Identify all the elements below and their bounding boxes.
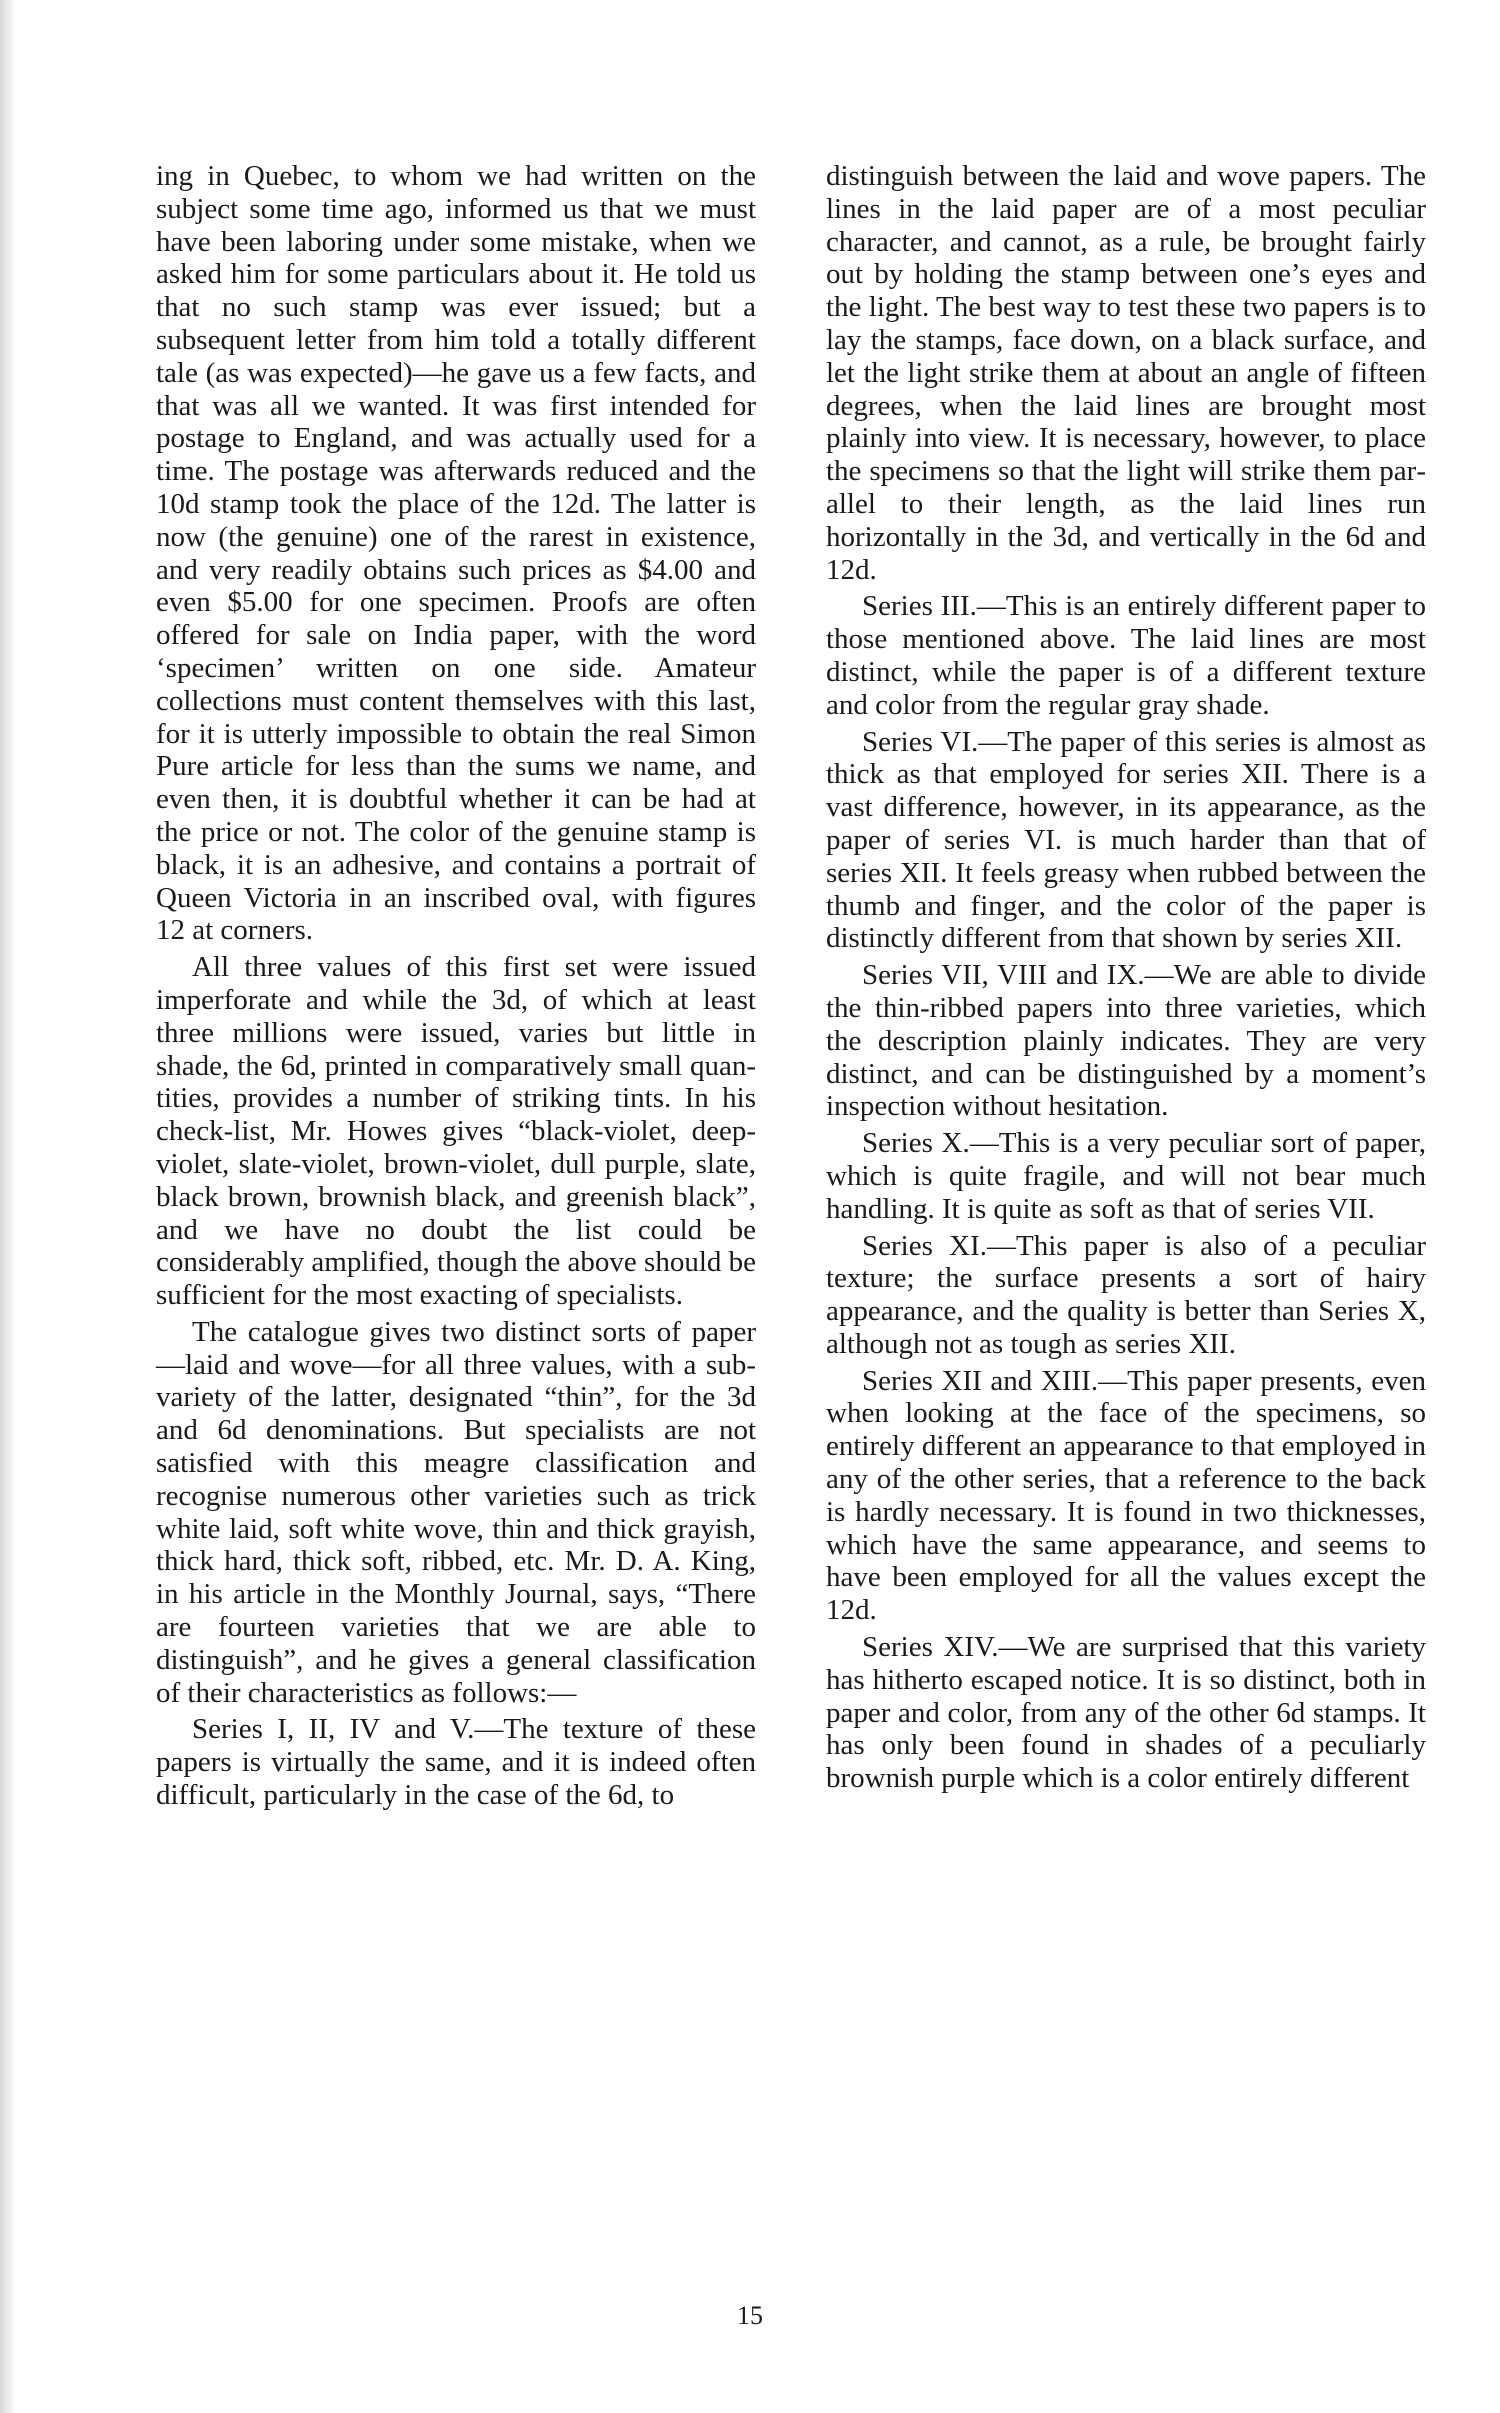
- paragraph: Series XI.—This paper is also of a peculiar texture; the surface presents a sort of hairy appearance, and the quality is better than Series X, although not as tough as series XII.: [826, 1229, 1426, 1360]
- paragraph: Series VII, VIII and IX.—We are able to divide the thin-ribbed papers into three varieties, which the description plainly indicates. They are very distinct, and can be distinguished by a moment’s inspection without hesitation.: [826, 959, 1426, 1123]
- paragraph: Series X.—This is a very peculiar sort of paper, which is quite fragile, and will not bear much handling. It is quite as soft as that of series VII.: [826, 1127, 1426, 1225]
- left-column: [156, 160, 756, 1816]
- right-column: [826, 160, 1426, 1799]
- paragraph: Series III.—This is an entirely different paper to those mentioned above. The laid lines are most distinct, while the paper is of a different texture and color from the regular gray shade.: [826, 590, 1426, 721]
- paragraph: ing in Quebec, to whom we had written on the subject some time ago, informed us that we must have been laboring under some mistake, when we asked him for some particulars about it. He told us that no such stamp was ever issued; but a subsequent letter from him told a totally different tale (as was expected)—he gave us a few facts, and that was all we wanted. It was first intended for postage to England, and was actually used for a time. The postage was afterwards reduced and the 10d stamp took the place of the 12d. The latter is now (the genuine) one of the rarest in existence, and very readily obtains such prices as $4.00 and even $5.00 for one specimen. Proofs are often offered for sale on India paper, with the word ‘specimen’ written on one side. Amateur collections must content themselves with this last, for it is utterly impossible to obtain the real Simon Pure article for less than the sums we name, and even then, it is doubtful whether it can be had at the price or not. The color of the genuine stamp is black, it is an adhesive, and contains a portrait of Queen Victoria in an inscribed oval, with figures 12 at corners.: [156, 160, 756, 947]
- paragraph: Series I, II, IV and V.—The texture of these papers is virtually the same, and it is indeed often difficult, particularly in the case of the 6d, to: [156, 1713, 756, 1812]
- paragraph: Series VI.—The paper of this series is almost as thick as that employed for series XII. There is a vast difference, however, in its appearance, as the paper of series VI. is much harder than that of series XII. It feels greasy when rubbed between the thumb and finger, and the color of the paper is distinctly different from that shown by series XII.: [826, 725, 1426, 955]
- paragraph: Series XIV.—We are surprised that this variety has hitherto escaped notice. It is so distinct, both in paper and color, from any of the other 6d stamps. It has only been found in shades of a peculiarly brownish purple which is a color entirely different: [826, 1631, 1426, 1795]
- paragraph: Series XII and XIII.—This paper presents, even when looking at the face of the specimens, so entirely different an appearance to that employed in any of the other series, that a reference to the back is hardly necessary. It is found in two thicknesses, which have the same appearance, and seems to have been employed for all the values except the 12d.: [826, 1364, 1426, 1627]
- paragraph: All three values of this first set were issued imperforate and while the 3d, of which at least three millions were issued, varies but little in shade, the 6d, printed in comparatively small quantities, provides a number of striking tints. In his check-list, Mr. Howes gives “black-violet, deep-violet, slate-violet, brown-violet, dull purple, slate, black brown, brownish black, and greenish black”, and we have no doubt the list could be considerably amplified, though the above should be sufficient for the most exacting of specialists.: [156, 951, 756, 1312]
- paragraph: The catalogue gives two distinct sorts of paper—laid and wove—for all three values, with a sub-variety of the latter, designated “thin”, for the 3d and 6d denominations. But specialists are not satisfied with this meagre classification and recognise numerous other varieties such as trick white laid, soft white wove, thin and thick grayish, thick hard, thick soft, ribbed, etc. Mr. D. A. King, in his article in the Monthly Journal, says, “There are fourteen varieties that we are able to distinguish”, and he gives a general classification of their characteristics as follows:—: [156, 1315, 756, 1709]
- page-edge-shadow: [0, 0, 16, 2413]
- page-number: 15: [737, 2301, 763, 2330]
- paragraph: distinguish between the laid and wove papers. The lines in the laid paper are of a most peculiar character, and cannot, as a rule, be brought fairly out by holding the stamp between one’s eyes and the light. The best way to test these two papers is to lay the stamps, face down, on a black surface, and let the light strike them at about an angle of fifteen degrees, when the laid lines are brought most plainly into view. It is necessary, however, to place the specimens so that the light will strike them parallel to their length, as the laid lines run horizontally in the 3d, and vertically in the 6d and 12d.: [826, 160, 1426, 586]
